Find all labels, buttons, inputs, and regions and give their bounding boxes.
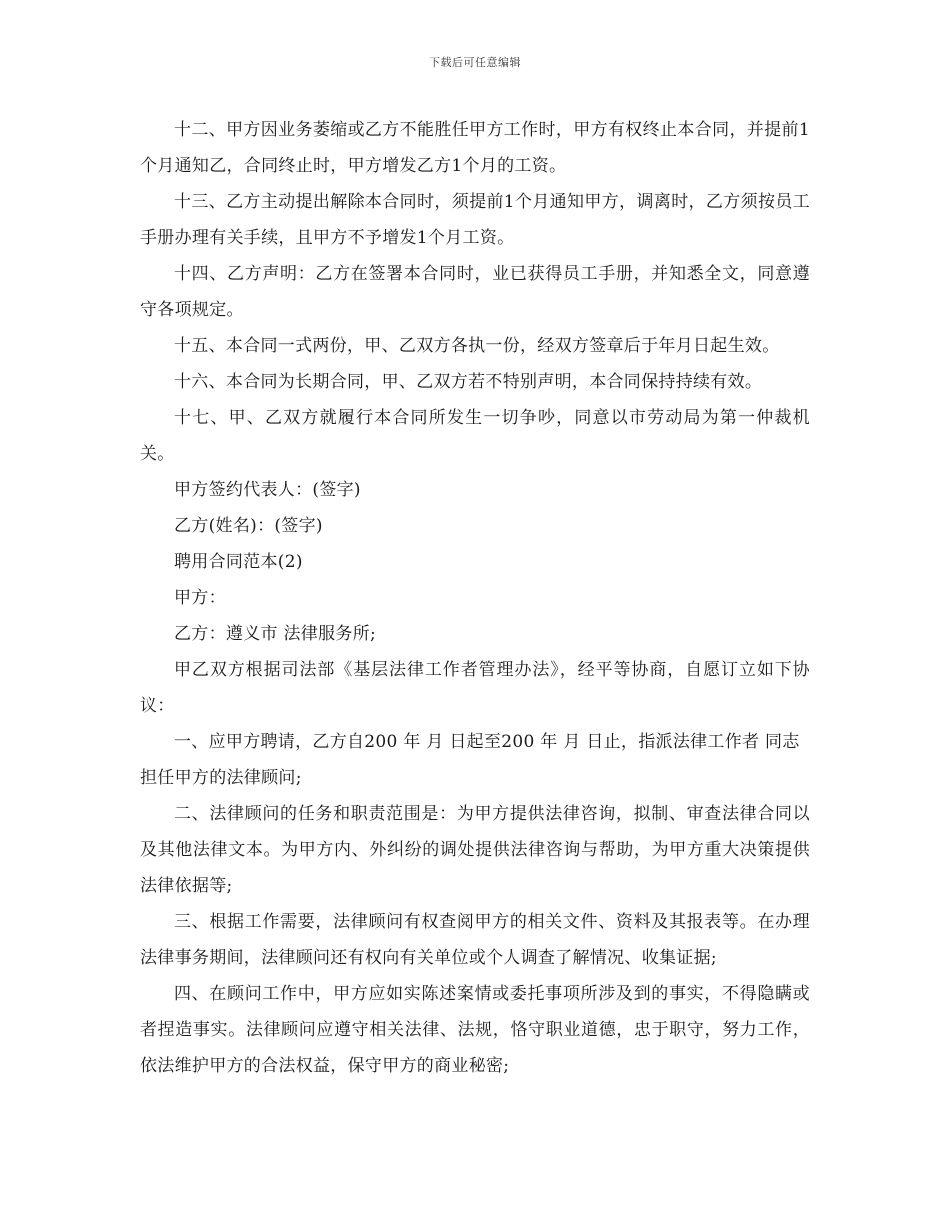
party-a-signature: 甲方签约代表人：(签字) bbox=[174, 480, 361, 500]
party-b-line: 乙方：遵义市 法律服务所; bbox=[174, 624, 377, 644]
clause-15: 十五、本合同一式两份，甲、乙双方各执一份，经双方签章后于年月日起生效。 bbox=[174, 336, 780, 356]
article-4: 四、在顾问工作中，甲方应如实陈述案情或委托事项所涉及到的事实，不得隐瞒或者捏造事实。法律顾问应遵守相关法律、法规，恪守职业道德，忠于职守，努力工作，依法维护甲方的合法权益，保守甲方的商业秘密; bbox=[140, 984, 810, 1076]
article-2: 二、法律顾问的任务和职责范围是：为甲方提供法律咨询，拟制、审查法律合同以及其他法律文本。为甲方内、外纠纷的调处提供法律咨询与帮助，为甲方重大决策提供法律依据等; bbox=[140, 804, 810, 896]
document-body bbox=[140, 112, 810, 1084]
party-b-signature: 乙方(姓名)：(签字) bbox=[174, 516, 323, 536]
clause-13: 十三、乙方主动提出解除本合同时，须提前1个月通知甲方，调离时，乙方须按员工手册办理有关手续，且甲方不予增发1个月工资。 bbox=[140, 192, 810, 248]
clause-16: 十六、本合同为长期合同，甲、乙双方若不特别声明，本合同保持持续有效。 bbox=[174, 372, 763, 392]
page-header: 下载后可任意编辑 bbox=[429, 56, 521, 69]
clause-17: 十七、甲、乙双方就履行本合同所发生一切争吵，同意以市劳动局为第一仲裁机关。 bbox=[140, 408, 810, 464]
party-a-line: 甲方： bbox=[174, 588, 226, 608]
article-1: 一、应甲方聘请，乙方自200 年 月 日起至200 年 月 日止，指派法律工作者 同志担任甲方的法律顾问; bbox=[140, 732, 800, 788]
clause-12: 十二、甲方因业务萎缩或乙方不能胜任甲方工作时，甲方有权终止本合同，并提前1个月通知乙，合同终止时，甲方增发乙方1个月的工资。 bbox=[140, 120, 810, 176]
section-title: 聘用合同范本(2) bbox=[174, 552, 303, 572]
article-3: 三、根据工作需要，法律顾问有权查阅甲方的相关文件、资料及其报表等。在办理法律事务期间，法律顾问还有权向有关单位或个人调查了解情况、收集证据; bbox=[140, 912, 810, 968]
clause-14: 十四、乙方声明：乙方在签署本合同时，业已获得员工手册，并知悉全文，同意遵守各项规定。 bbox=[140, 264, 810, 320]
agreement-preamble: 甲乙双方根据司法部《基层法律工作者管理办法》，经平等协商，自愿订立如下协议： bbox=[140, 660, 810, 716]
